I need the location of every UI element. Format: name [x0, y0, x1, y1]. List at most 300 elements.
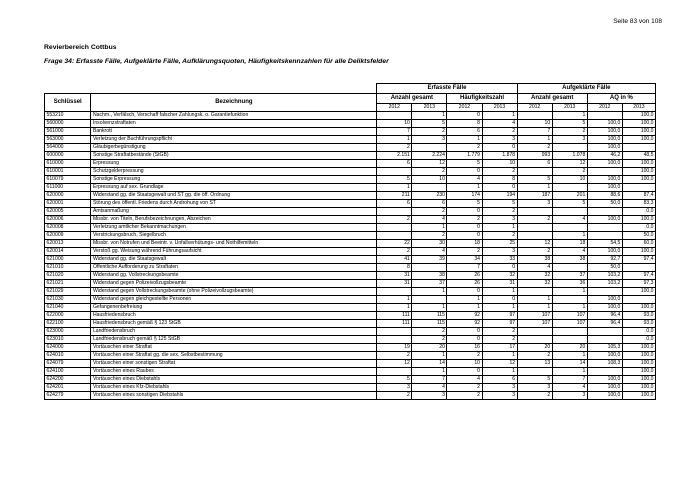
aufgeklaert-2013-cell: 36: [552, 280, 587, 288]
table-row: [45, 376, 656, 384]
hz-2012-cell: 18: [447, 240, 482, 248]
aq-2012-cell: [587, 224, 622, 232]
erfasst-2013-cell: 6: [412, 200, 447, 208]
schluessel-cell: 561000: [45, 128, 91, 136]
header-year-2012: 2012: [587, 104, 622, 112]
table-row: [45, 232, 656, 240]
erfasst-2013-cell: 2: [412, 336, 447, 344]
aufgeklaert-2013-cell: [552, 296, 587, 304]
aufgeklaert-2012-cell: 7: [517, 128, 552, 136]
hz-2012-cell: 7: [447, 264, 482, 272]
aufgeklaert-2012-cell: 2: [517, 216, 552, 224]
header-year-2012: 2012: [447, 104, 482, 112]
aq-2012-cell: 103,2: [587, 280, 622, 288]
aq-2013-cell: [622, 296, 655, 304]
table-row: [45, 152, 656, 160]
aq-2012-cell: 100,0: [587, 120, 622, 128]
hz-2013-cell: 2: [482, 128, 517, 136]
aufgeklaert-2013-cell: 37: [552, 272, 587, 280]
bezeichnung-cell: Insolvenzstraftaten: [91, 120, 377, 128]
aq-2013-cell: 93,0: [622, 320, 655, 328]
aufgeklaert-2013-cell: 3: [552, 136, 587, 144]
aq-2013-cell: 48,5: [622, 152, 655, 160]
aq-2012-cell: 50,0: [587, 200, 622, 208]
hz-2013-cell: 2: [482, 336, 517, 344]
bezeichnung-cell: Vortäuschen eines Raubes: [91, 368, 377, 376]
schluessel-cell: 560000: [45, 120, 91, 128]
table-row: [45, 320, 656, 328]
aq-2012-cell: 100,0: [587, 304, 622, 312]
hz-2012-cell: 4: [447, 376, 482, 384]
hz-2013-cell: 2: [482, 232, 517, 240]
erfasst-2013-cell: 1: [412, 112, 447, 120]
aufgeklaert-2012-cell: [517, 112, 552, 120]
table-row: [45, 272, 656, 280]
aq-2013-cell: 60,0: [622, 240, 655, 248]
schluessel-cell: 620001: [45, 200, 91, 208]
aq-2013-cell: 87,4: [622, 192, 655, 200]
aq-2013-cell: 100,0: [622, 360, 655, 368]
erfasst-2013-cell: 4: [412, 216, 447, 224]
aufgeklaert-2012-cell: 2: [517, 392, 552, 400]
hz-2012-cell: 0: [447, 224, 482, 232]
schluessel-cell: 621020: [45, 272, 91, 280]
aufgeklaert-2013-cell: 2: [552, 168, 587, 176]
aq-2012-cell: 100,0: [587, 352, 622, 360]
erfasst-2013-cell: [412, 264, 447, 272]
aq-2012-cell: 46,2: [587, 152, 622, 160]
hz-2013-cell: 3: [482, 384, 517, 392]
erfasst-2013-cell: 2: [412, 232, 447, 240]
table-row: [45, 352, 656, 360]
aq-2012-cell: [587, 208, 622, 216]
aq-2013-cell: 100,0: [622, 216, 655, 224]
aufgeklaert-2012-cell: 20: [517, 344, 552, 352]
aufgeklaert-2012-cell: 13: [517, 360, 552, 368]
bezeichnung-cell: Widerstand gegen gleichgestellte Personen: [91, 296, 377, 304]
aq-2013-cell: 100,0: [622, 176, 655, 184]
erfasst-2013-cell: 5: [412, 120, 447, 128]
bezeichnung-cell: Widerstand gg. Vollstreckungsbeamte: [91, 272, 377, 280]
hz-2013-cell: 1: [482, 112, 517, 120]
aufgeklaert-2012-cell: 1: [517, 304, 552, 312]
aufgeklaert-2012-cell: 107: [517, 312, 552, 320]
schluessel-cell: 623010: [45, 336, 91, 344]
aufgeklaert-2013-cell: [552, 264, 587, 272]
hz-2013-cell: 3: [482, 248, 517, 256]
bezeichnung-cell: Nachm., Verfälsch, Verschaff falscher Zahlungsk. o. Garantiefunktion: [91, 112, 377, 120]
hz-2013-cell: 1: [482, 368, 517, 376]
aq-2013-cell: 100,0: [622, 376, 655, 384]
table-row: [45, 120, 656, 128]
hz-2012-cell: 2: [447, 352, 482, 360]
aq-2012-cell: 100,0: [587, 248, 622, 256]
schluessel-cell: 624100: [45, 368, 91, 376]
aufgeklaert-2012-cell: 5: [517, 376, 552, 384]
erfasst-2013-cell: 3: [412, 392, 447, 400]
erfasst-2013-cell: [412, 184, 447, 192]
aq-2012-cell: 100,0: [587, 392, 622, 400]
table-row: [45, 312, 656, 320]
hz-2012-cell: 92: [447, 320, 482, 328]
schluessel-cell: 620006: [45, 216, 91, 224]
header-spacer: [45, 84, 377, 94]
hz-2013-cell: 10: [482, 160, 517, 168]
aq-2013-cell: 100,0: [622, 128, 655, 136]
aq-2012-cell: 100,0: [587, 384, 622, 392]
erfasst-2013-cell: 115: [412, 320, 447, 328]
erfasst-2013-cell: 1: [412, 352, 447, 360]
aq-2013-cell: 50,0: [622, 232, 655, 240]
aufgeklaert-2012-cell: 2: [517, 144, 552, 152]
hz-2012-cell: 26: [447, 272, 482, 280]
erfasst-2012-cell: [377, 336, 412, 344]
aq-2013-cell: 100,0: [622, 136, 655, 144]
hz-2013-cell: 3: [482, 136, 517, 144]
hz-2013-cell: 25: [482, 240, 517, 248]
aufgeklaert-2013-cell: [552, 336, 587, 344]
erfasst-2013-cell: 2: [412, 208, 447, 216]
aufgeklaert-2013-cell: 7: [552, 376, 587, 384]
aufgeklaert-2013-cell: [552, 184, 587, 192]
hz-2013-cell: 0: [482, 184, 517, 192]
schluessel-cell: 564000: [45, 144, 91, 152]
erfasst-2013-cell: 2: [412, 168, 447, 176]
aq-2012-cell: 88,6: [587, 192, 622, 200]
hz-2013-cell: 12: [482, 360, 517, 368]
bezeichnung-cell: Widerstand gg. die Staatsgewalt: [91, 256, 377, 264]
aufgeklaert-2012-cell: 32: [517, 280, 552, 288]
erfasst-2012-cell: 1: [377, 296, 412, 304]
erfasst-2013-cell: 14: [412, 360, 447, 368]
aq-2012-cell: 96,4: [587, 320, 622, 328]
erfasst-2012-cell: 31: [377, 272, 412, 280]
table-row: [45, 184, 656, 192]
hz-2012-cell: 0: [447, 328, 482, 336]
schluessel-cell: 622100: [45, 320, 91, 328]
aufgeklaert-2012-cell: 187: [517, 192, 552, 200]
hz-2012-cell: 16: [447, 344, 482, 352]
aufgeklaert-2013-cell: 14: [552, 360, 587, 368]
schluessel-cell: 621010: [45, 264, 91, 272]
aufgeklaert-2013-cell: 107: [552, 312, 587, 320]
aq-2012-cell: [587, 112, 622, 120]
aq-2012-cell: 100,0: [587, 128, 622, 136]
aufgeklaert-2012-cell: [517, 168, 552, 176]
aq-2013-cell: 100,0: [622, 248, 655, 256]
erfasst-2012-cell: 5: [377, 376, 412, 384]
table-row: [45, 216, 656, 224]
erfasst-2013-cell: 4: [412, 384, 447, 392]
header-year-2012: 2012: [517, 104, 552, 112]
aq-2013-cell: 97,4: [622, 256, 655, 264]
aq-2012-cell: [587, 288, 622, 296]
erfasst-2013-cell: 12: [412, 160, 447, 168]
aufgeklaert-2012-cell: [517, 328, 552, 336]
erfasst-2013-cell: 2.224: [412, 152, 447, 160]
schluessel-cell: 620014: [45, 248, 91, 256]
region-title: Revierbereich Cottbus: [44, 44, 117, 51]
table-row: [45, 112, 656, 120]
bezeichnung-cell: Bankrott: [91, 128, 377, 136]
table-row: [45, 336, 656, 344]
erfasst-2013-cell: 10: [412, 176, 447, 184]
schluessel-cell: 620013: [45, 240, 91, 248]
header-schluessel: Schlüssel: [45, 94, 91, 112]
aq-2013-cell: 93,0: [622, 312, 655, 320]
hz-2012-cell: 1: [447, 304, 482, 312]
erfasst-2012-cell: 10: [377, 120, 412, 128]
aufgeklaert-2013-cell: 107: [552, 320, 587, 328]
aufgeklaert-2012-cell: [517, 288, 552, 296]
aufgeklaert-2013-cell: 3: [552, 392, 587, 400]
aufgeklaert-2013-cell: 5: [552, 200, 587, 208]
schluessel-cell: 620008: [45, 224, 91, 232]
hz-2013-cell: 4: [482, 120, 517, 128]
table-row: [45, 192, 656, 200]
erfasst-2013-cell: 20: [412, 344, 447, 352]
hz-2012-cell: 26: [447, 280, 482, 288]
table-row: [45, 168, 656, 176]
aq-2013-cell: 83,3: [622, 200, 655, 208]
hz-2012-cell: 6: [447, 128, 482, 136]
hz-2012-cell: 1: [447, 136, 482, 144]
hz-2012-cell: 174: [447, 192, 482, 200]
erfasst-2013-cell: 3: [412, 136, 447, 144]
bezeichnung-cell: Amtsanmaßung: [91, 208, 377, 216]
aufgeklaert-2012-cell: 2: [517, 352, 552, 360]
aufgeklaert-2012-cell: 3: [517, 200, 552, 208]
aufgeklaert-2013-cell: 1: [552, 368, 587, 376]
aq-2013-cell: 0,0: [622, 208, 655, 216]
erfasst-2013-cell: 4: [412, 248, 447, 256]
aufgeklaert-2012-cell: [517, 224, 552, 232]
schluessel-cell: 610079: [45, 176, 91, 184]
aufgeklaert-2012-cell: 12: [517, 240, 552, 248]
aq-2013-cell: 0,0: [622, 224, 655, 232]
hz-2013-cell: 97: [482, 320, 517, 328]
erfasst-2012-cell: 2.151: [377, 152, 412, 160]
aufgeklaert-2012-cell: [517, 336, 552, 344]
bezeichnung-cell: Vortäuschen eines sonstigen Diebstahls: [91, 392, 377, 400]
aq-2012-cell: 100,0: [587, 216, 622, 224]
aufgeklaert-2013-cell: 1: [552, 352, 587, 360]
header-anzahl-erfasst: Anzahl gesamt: [377, 94, 447, 104]
schluessel-cell: 624279: [45, 392, 91, 400]
hz-2013-cell: 0: [482, 264, 517, 272]
hz-2012-cell: 1.779: [447, 152, 482, 160]
bezeichnung-cell: Vortäuschen einer Straftat: [91, 344, 377, 352]
erfasst-2012-cell: 6: [377, 160, 412, 168]
aq-2012-cell: 100,0: [587, 144, 622, 152]
erfasst-2012-cell: [377, 232, 412, 240]
erfasst-2013-cell: 38: [412, 272, 447, 280]
aq-2013-cell: 100,0: [622, 168, 655, 176]
header-bezeichnung: Bezeichnung: [91, 94, 377, 112]
erfasst-2012-cell: 8: [377, 264, 412, 272]
table-row: [45, 360, 656, 368]
aufgeklaert-2012-cell: [517, 208, 552, 216]
aufgeklaert-2013-cell: 4: [552, 384, 587, 392]
hz-2013-cell: 5: [482, 200, 517, 208]
hz-2013-cell: 31: [482, 280, 517, 288]
aufgeklaert-2012-cell: 3: [517, 384, 552, 392]
schluessel-cell: 611000: [45, 184, 91, 192]
bezeichnung-cell: Gefangenenbefreiung: [91, 304, 377, 312]
hz-2013-cell: 1: [482, 224, 517, 232]
erfasst-2012-cell: 12: [377, 360, 412, 368]
hz-2013-cell: 97: [482, 312, 517, 320]
aufgeklaert-2013-cell: 1: [552, 304, 587, 312]
table-row: [45, 200, 656, 208]
hz-2012-cell: 1: [447, 296, 482, 304]
bezeichnung-cell: Widerstand gg. die Staatsgewalt und ST gg. die öff. Ordnung: [91, 192, 377, 200]
erfasst-2012-cell: 111: [377, 320, 412, 328]
aufgeklaert-2013-cell: 4: [552, 248, 587, 256]
schluessel-cell: 621000: [45, 256, 91, 264]
aufgeklaert-2012-cell: 1: [517, 136, 552, 144]
erfasst-2012-cell: 111: [377, 312, 412, 320]
table-row: [45, 240, 656, 248]
hz-2012-cell: 0: [447, 168, 482, 176]
schluessel-cell: 621029: [45, 288, 91, 296]
question-title: Frage 34: Erfasste Fälle, Aufgeklärte Fälle, Aufklärungsquoten, Häufigkeitskennzahlen für alle Deliktsfelder: [44, 58, 389, 65]
hz-2013-cell: 0: [482, 144, 517, 152]
erfasst-2012-cell: 1: [377, 136, 412, 144]
hz-2012-cell: 0: [447, 368, 482, 376]
aq-2013-cell: 100,0: [622, 352, 655, 360]
hz-2012-cell: 2: [447, 216, 482, 224]
erfasst-2013-cell: 39: [412, 256, 447, 264]
aufgeklaert-2013-cell: 18: [552, 240, 587, 248]
hz-2013-cell: 1: [482, 288, 517, 296]
aufgeklaert-2013-cell: 1.078: [552, 152, 587, 160]
aufgeklaert-2013-cell: [552, 328, 587, 336]
aufgeklaert-2013-cell: 38: [552, 256, 587, 264]
schluessel-cell: 600000: [45, 152, 91, 160]
header-aq: AQ in %: [587, 94, 655, 104]
hz-2012-cell: 1: [447, 184, 482, 192]
erfasst-2012-cell: 3: [377, 384, 412, 392]
aq-2013-cell: 100,0: [622, 304, 655, 312]
hz-2012-cell: 2: [447, 248, 482, 256]
aufgeklaert-2013-cell: 20: [552, 344, 587, 352]
bezeichnung-cell: Missbr. von Notrufen und Beeintr. v. Unfallverhütungs- und Nothilfemitteln: [91, 240, 377, 248]
erfasst-2013-cell: 1: [412, 224, 447, 232]
aq-2012-cell: 105,3: [587, 344, 622, 352]
bezeichnung-cell: Sonstige Erpressung: [91, 176, 377, 184]
erfasst-2012-cell: [377, 328, 412, 336]
aq-2013-cell: 100,0: [622, 112, 655, 120]
erfasst-2013-cell: 2: [412, 328, 447, 336]
erfasst-2012-cell: 2: [377, 392, 412, 400]
hz-2013-cell: 2: [482, 328, 517, 336]
schluessel-cell: 624010: [45, 352, 91, 360]
bezeichnung-cell: Schutzgelderpressung: [91, 168, 377, 176]
aq-2012-cell: 100,0: [587, 296, 622, 304]
aq-2013-cell: 100,0: [622, 160, 655, 168]
aq-2012-cell: [587, 328, 622, 336]
header-erfasste: Erfasste Fälle: [377, 84, 517, 94]
erfasst-2012-cell: 2: [377, 352, 412, 360]
aq-2013-cell: 100,0: [622, 384, 655, 392]
table-row: [45, 368, 656, 376]
aufgeklaert-2013-cell: [552, 224, 587, 232]
header-year-2013: 2013: [622, 104, 655, 112]
hz-2012-cell: 92: [447, 312, 482, 320]
hz-2012-cell: 34: [447, 256, 482, 264]
hz-2013-cell: 1.878: [482, 152, 517, 160]
bezeichnung-cell: Vortäuschen einer sonstigen Straftat: [91, 360, 377, 368]
erfasst-2013-cell: 1: [412, 368, 447, 376]
bezeichnung-cell: Landfriedensbruch gemäß § 125 StGB: [91, 336, 377, 344]
hz-2012-cell: 5: [447, 200, 482, 208]
aufgeklaert-2013-cell: [552, 144, 587, 152]
aq-2012-cell: 108,3: [587, 360, 622, 368]
header-year-2012: 2012: [377, 104, 412, 112]
statistics-table: [44, 83, 656, 400]
table-row: [45, 296, 656, 304]
hz-2012-cell: 2: [447, 384, 482, 392]
aufgeklaert-2013-cell: [552, 208, 587, 216]
bezeichnung-cell: Vortäuschen einer Straftat gg. die sex. Selbstbestimmung: [91, 352, 377, 360]
hz-2013-cell: 17: [482, 344, 517, 352]
aufgeklaert-2013-cell: 12: [552, 160, 587, 168]
table-body: [45, 112, 656, 400]
aq-2013-cell: [622, 184, 655, 192]
schluessel-cell: 622000: [45, 312, 91, 320]
schluessel-cell: 553210: [45, 112, 91, 120]
erfasst-2012-cell: 1: [377, 184, 412, 192]
hz-2013-cell: 1: [482, 304, 517, 312]
erfasst-2013-cell: 115: [412, 312, 447, 320]
erfasst-2012-cell: 31: [377, 280, 412, 288]
hz-2012-cell: 0: [447, 112, 482, 120]
header-year-2013: 2013: [482, 104, 517, 112]
table-row: [45, 344, 656, 352]
erfasst-2012-cell: [377, 168, 412, 176]
erfasst-2012-cell: 2: [377, 216, 412, 224]
bezeichnung-cell: Hausfriedensbruch gemäß § 123 StGB: [91, 320, 377, 328]
aq-2013-cell: [622, 144, 655, 152]
bezeichnung-cell: Öffentliche Aufforderung zu Straftaten: [91, 264, 377, 272]
hz-2012-cell: 0: [447, 232, 482, 240]
table-row: [45, 392, 656, 400]
bezeichnung-cell: Sonstige Straftatbestände (StGB): [91, 152, 377, 160]
hz-2012-cell: 0: [447, 288, 482, 296]
hz-2013-cell: 1: [482, 352, 517, 360]
aq-2013-cell: 100,0: [622, 288, 655, 296]
aq-2012-cell: 50,0: [587, 264, 622, 272]
header-year-2013: 2013: [412, 104, 447, 112]
table-row: [45, 144, 656, 152]
bezeichnung-cell: Vortäuschen eines Diebstahls: [91, 376, 377, 384]
schluessel-cell: 623000: [45, 328, 91, 336]
erfasst-2012-cell: 211: [377, 192, 412, 200]
schluessel-cell: 620000: [45, 192, 91, 200]
bezeichnung-cell: Missbr. von Titeln, Berufsbezeichnungen, Abzeichen: [91, 216, 377, 224]
aq-2013-cell: [622, 264, 655, 272]
erfasst-2013-cell: 30: [412, 240, 447, 248]
hz-2013-cell: 33: [482, 256, 517, 264]
schluessel-cell: 620009: [45, 232, 91, 240]
table-row: [45, 136, 656, 144]
aq-2013-cell: 0,0: [622, 328, 655, 336]
schluessel-cell: 610001: [45, 168, 91, 176]
table-row: [45, 280, 656, 288]
hz-2013-cell: 2: [482, 208, 517, 216]
hz-2013-cell: 194: [482, 192, 517, 200]
